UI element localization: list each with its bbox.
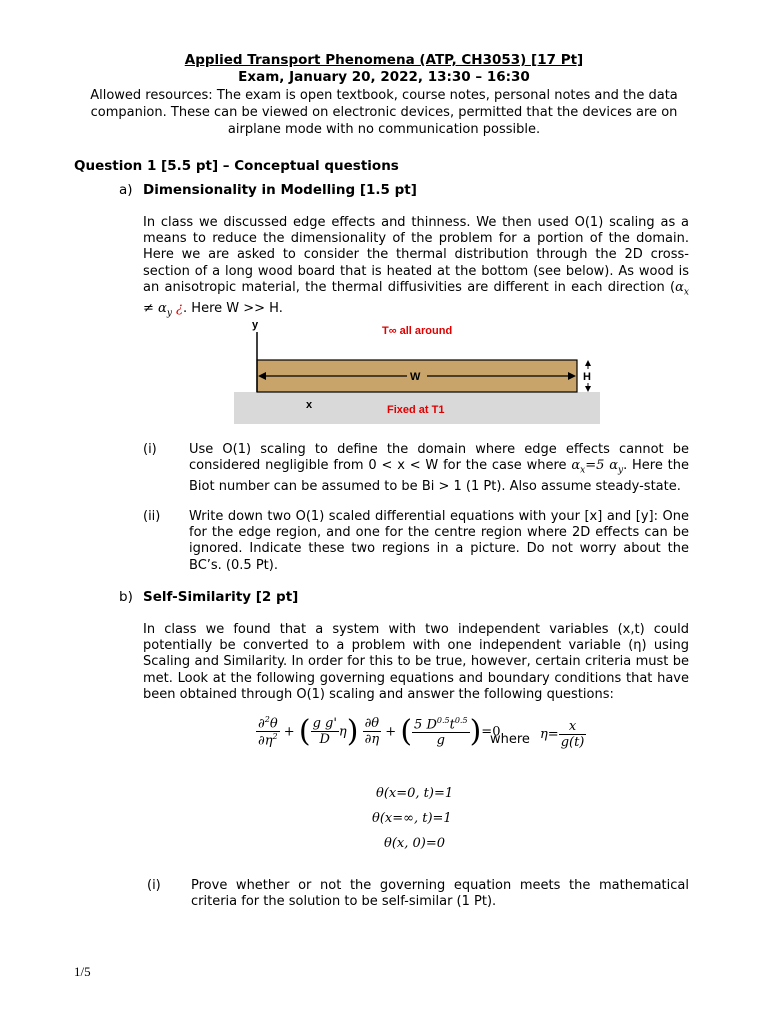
- item-a-ii-text: Write down two O(1) scaled differential equations with your [x] and [y]: One for the edge region, and one for the centre region where 2D effects can be ignored. Indicate these two regions in a picture. Do not worry about the BC’s. (0.5 Pt).: [189, 509, 689, 573]
- bc-3: θ(x, 0)=0: [384, 836, 446, 851]
- question-1-heading: Question 1 [5.5 pt] – Conceptual questions: [74, 158, 399, 174]
- x-axis-label: x: [306, 399, 313, 411]
- w-label: W: [410, 371, 421, 383]
- item-a-ii-number: (ii): [143, 509, 161, 524]
- exam-date-line: Exam, January 20, 2022, 13:30 – 16:30: [238, 69, 530, 85]
- t-infinity-label: T∞ all around: [382, 325, 453, 337]
- bc-2: θ(x=∞, t)=1: [372, 811, 452, 826]
- where-word: where: [490, 732, 530, 747]
- item-b-i-number: (i): [147, 878, 161, 893]
- item-a-i-text: Use O(1) scaling to define the domain where edge effects cannot be considered negligible from 0 < x < W for the case where $\alpha_x=5$ $\alpha_y$. Here the Biot number can be assumed to be Bi > 1 (1 Pt). Also assume steady-state.: [189, 442, 690, 494]
- similarity-variable: η= $\frac{x}{g(t)}$: [540, 719, 585, 750]
- alpha-inequality: $\alpha_x \ne \alpha_y$ ¿: [143, 279, 689, 319]
- exam-title: Applied Transport Phenomena (ATP, CH3053) [17 Pt]: [184, 52, 584, 68]
- wood-board-figure: [230, 316, 610, 426]
- part-b-label: b): [119, 589, 133, 605]
- bc-1: θ(x=0, t)=1: [376, 786, 454, 801]
- allowed-resources: Allowed resources: The exam is open textbook, course notes, personal notes and the data companion. These can be viewed on electronic devices, permitted that the devices are on airplane mode with no communication possible.: [90, 88, 678, 137]
- item-a-i-number: (i): [143, 442, 157, 457]
- alpha-ratio: $\alpha_x=5$ $\alpha_y$: [571, 458, 624, 476]
- part-b-paragraph: In class we found that a system with two independent variables (x,t) could potentially be converted to a problem with one independent variable (η) using Scaling and Similarity. In order for this to be true, however, certain criteria must be met. Look at the following governing equations and boundary conditions that have been obtained through O(1) scaling and answer the following questions:: [143, 622, 689, 702]
- part-a-title: Dimensionality in Modelling [1.5 pt]: [143, 182, 417, 198]
- item-b-i-text: Prove whether or not the governing equation meets the mathematical criteria for the solution to be self-similar (1 Pt).: [191, 878, 689, 910]
- part-a-label: a): [119, 182, 133, 198]
- h-label: H: [583, 371, 591, 383]
- page-number: 1/5: [74, 964, 91, 979]
- part-a-paragraph: In class we discussed edge effects and thinness. We then used O(1) scaling as a means to reduce the dimensionality of the problem for a portion of the domain. Here we are asked to consider the thermal distribution through the 2D cross-section of a long wood board that is heated at the bottom (see below). As wood is an anisotropic material, the thermal diffusivities are different in each direction ($\alpha_x \ne \alpha_y$ ¿. Here W >> H.: [143, 215, 689, 319]
- y-axis-label: y: [252, 319, 259, 331]
- fixed-t1-label: Fixed at T1: [387, 404, 445, 416]
- part-b-title: Self-Similarity [2 pt]: [143, 589, 299, 605]
- governing-equation: $\frac{\partial^2\theta}{\partial\eta^2}$ + ( $\frac{\text{g g'}}{D}$ η) $\frac{\partial\theta}{\partial\eta}$ + ( $\frac{5 D^{0.5}t^{0.5}}{g}$ )=0: [258, 713, 501, 749]
